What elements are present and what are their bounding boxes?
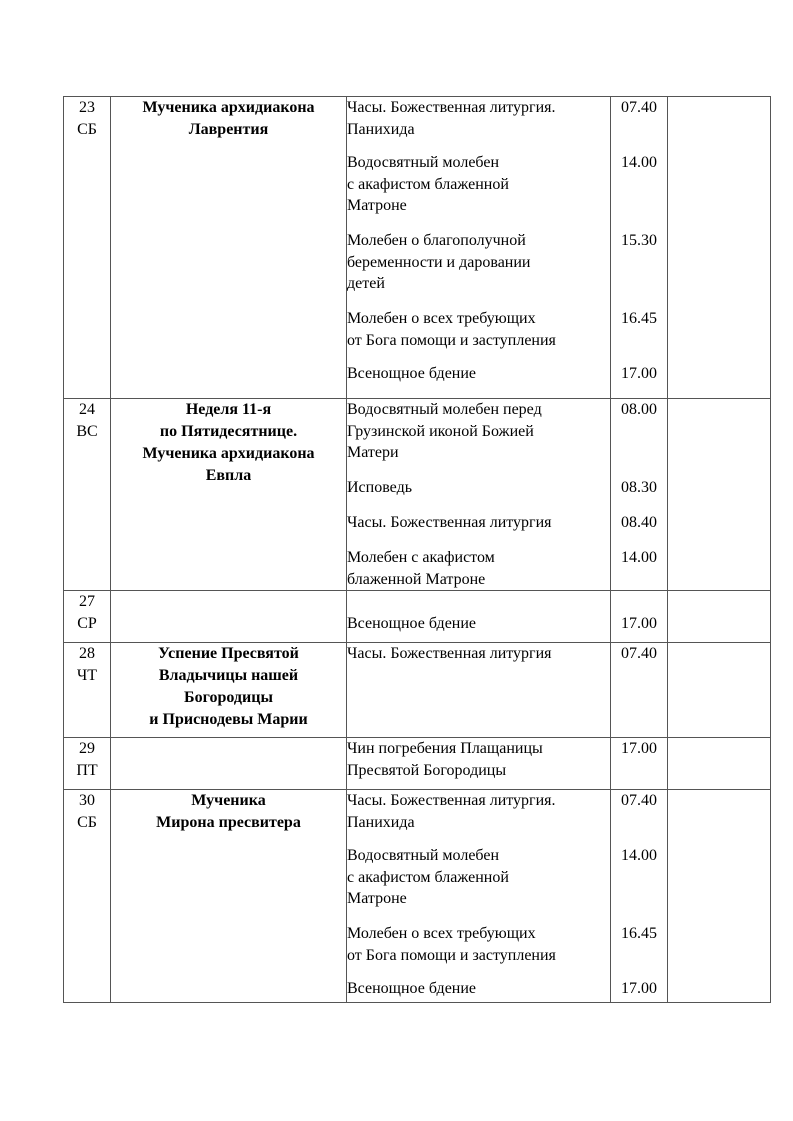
service-name-line: Пресвятой Богородицы [347, 761, 507, 779]
weekday-label: СР [77, 615, 97, 632]
service-time: 07.40 [621, 792, 657, 809]
service-time: 07.40 [621, 99, 657, 116]
service-item [347, 512, 552, 534]
day-number: 29 [79, 740, 95, 757]
schedule-row [64, 591, 771, 643]
day-number: 30 [79, 792, 95, 809]
notes-cell [668, 97, 771, 399]
service-name-line: Матери [347, 444, 399, 461]
feast-title-line: Мученика архидиакона [142, 445, 315, 462]
time-cell [611, 643, 668, 738]
feast-cell [111, 643, 347, 738]
service-name-line: Матроне [347, 890, 407, 907]
service-name-line: Панихида [347, 813, 415, 831]
service-time: 15.30 [621, 232, 657, 249]
feast-title-line: Мученика [191, 792, 266, 809]
feast-title-line: Успение Пресвятой [158, 645, 299, 662]
service-item [347, 230, 530, 295]
feast-cell [111, 790, 347, 1003]
service-name-line: Водосвятный молебен [347, 847, 500, 864]
service-cell [347, 643, 611, 738]
service-name-line: Всенощное бдение [347, 615, 477, 632]
service-item [347, 477, 412, 499]
service-name-line: Всенощное бдение [347, 980, 477, 997]
service-name-line: Водосвятный молебен перед [347, 401, 542, 418]
service-name-line: Молебен о всех требующих [347, 310, 536, 327]
service-name-line: Молебен о всех требующих [347, 925, 536, 942]
service-cell [347, 97, 611, 399]
feast-cell [111, 738, 347, 790]
feast-title-line: и Приснодевы Марии [149, 711, 308, 728]
service-item [347, 363, 476, 385]
service-name-line: Чин погребения Плащаницы [347, 740, 543, 757]
service-name-line: Молебен о благополучной [347, 232, 526, 249]
date-cell [64, 790, 111, 1003]
weekday-label: ПТ [76, 762, 98, 779]
feast-title-line: по Пятидесятнице. [159, 423, 298, 440]
service-name-line: Часы. Божественная литургия. [347, 99, 556, 116]
service-item [347, 152, 509, 217]
service-time: 07.40 [621, 645, 657, 662]
service-cell [347, 738, 611, 790]
service-name-line: Часы. Божественная литургия [347, 514, 552, 531]
service-item [347, 978, 476, 1000]
schedule-table [63, 96, 771, 1003]
time-cell [611, 399, 668, 591]
service-name-line: от Бога помощи и заступления [347, 331, 556, 349]
service-cell [347, 591, 611, 643]
schedule-row [64, 790, 771, 1003]
service-time: 14.00 [621, 847, 657, 864]
schedule-body [64, 97, 771, 1003]
day-number: 24 [79, 401, 95, 418]
notes-cell [668, 399, 771, 591]
service-name-line: беременности и даровании [347, 253, 531, 271]
schedule-row [64, 738, 771, 790]
service-name-line: Матроне [347, 197, 407, 214]
time-cell [611, 790, 668, 1003]
service-item [347, 547, 495, 590]
service-item [347, 613, 476, 635]
day-number: 23 [79, 99, 95, 116]
service-name-line: Исповедь [347, 479, 413, 496]
feast-cell [111, 97, 347, 399]
date-cell [64, 591, 111, 643]
service-time: 16.45 [621, 310, 657, 327]
feast-title-line: Неделя 11-я [185, 401, 272, 418]
service-item [347, 97, 556, 140]
schedule-row [64, 97, 771, 399]
service-name-line: Грузинской иконой Божией [347, 422, 534, 440]
date-cell [64, 643, 111, 738]
service-time: 17.00 [621, 615, 657, 632]
service-time: 14.00 [621, 549, 657, 566]
weekday-label: СБ [77, 814, 97, 831]
service-name-line: детей [347, 275, 385, 292]
service-time: 17.00 [621, 740, 657, 757]
date-cell [64, 738, 111, 790]
weekday-label: ВС [76, 423, 98, 440]
service-item [347, 308, 556, 351]
service-name-line: Молебен с акафистом [347, 549, 495, 566]
weekday-label: СБ [77, 121, 97, 138]
day-number: 28 [79, 645, 95, 662]
time-cell [611, 97, 668, 399]
service-item [347, 845, 509, 910]
service-time: 08.00 [621, 401, 657, 418]
service-name-line: Часы. Божественная литургия [347, 645, 552, 662]
schedule-row [64, 399, 771, 591]
service-name-line: Часы. Божественная литургия. [347, 792, 556, 809]
notes-cell [668, 790, 771, 1003]
feast-title-line: Мирона пресвитера [156, 814, 301, 831]
feast-title-line: Богородицы [184, 689, 273, 706]
service-cell [347, 790, 611, 1003]
service-cell [347, 399, 611, 591]
feast-title-line: Евпла [205, 467, 252, 484]
feast-cell [111, 399, 347, 591]
service-item [347, 790, 556, 833]
service-item [347, 643, 552, 665]
notes-cell [668, 643, 771, 738]
service-time: 16.45 [621, 925, 657, 942]
service-name-line: Панихида [347, 120, 415, 138]
day-number: 27 [79, 593, 95, 610]
service-name-line: блаженной Матроне [347, 570, 486, 588]
time-cell [611, 591, 668, 643]
service-name-line: с акафистом блаженной [347, 175, 509, 193]
service-time: 17.00 [621, 980, 657, 997]
feast-title-line: Мученика архидиакона [142, 99, 315, 116]
service-time: 17.00 [621, 365, 657, 382]
notes-cell [668, 591, 771, 643]
date-cell [64, 97, 111, 399]
date-cell [64, 399, 111, 591]
service-name-line: с акафистом блаженной [347, 868, 509, 886]
feast-title-line: Лаврентия [188, 121, 269, 138]
service-item [347, 399, 542, 464]
weekday-label: ЧТ [76, 667, 98, 684]
service-item [347, 923, 556, 966]
feast-cell [111, 591, 347, 643]
service-name-line: Всенощное бдение [347, 365, 477, 382]
notes-cell [668, 738, 771, 790]
service-item [347, 738, 543, 781]
service-time: 14.00 [621, 154, 657, 171]
feast-title-line: Владычицы нашей [158, 667, 299, 684]
service-name-line: Водосвятный молебен [347, 154, 500, 171]
service-name-line: от Бога помощи и заступления [347, 946, 556, 964]
service-time: 08.30 [621, 479, 657, 496]
service-time: 08.40 [621, 514, 657, 531]
schedule-row [64, 643, 771, 738]
time-cell [611, 738, 668, 790]
